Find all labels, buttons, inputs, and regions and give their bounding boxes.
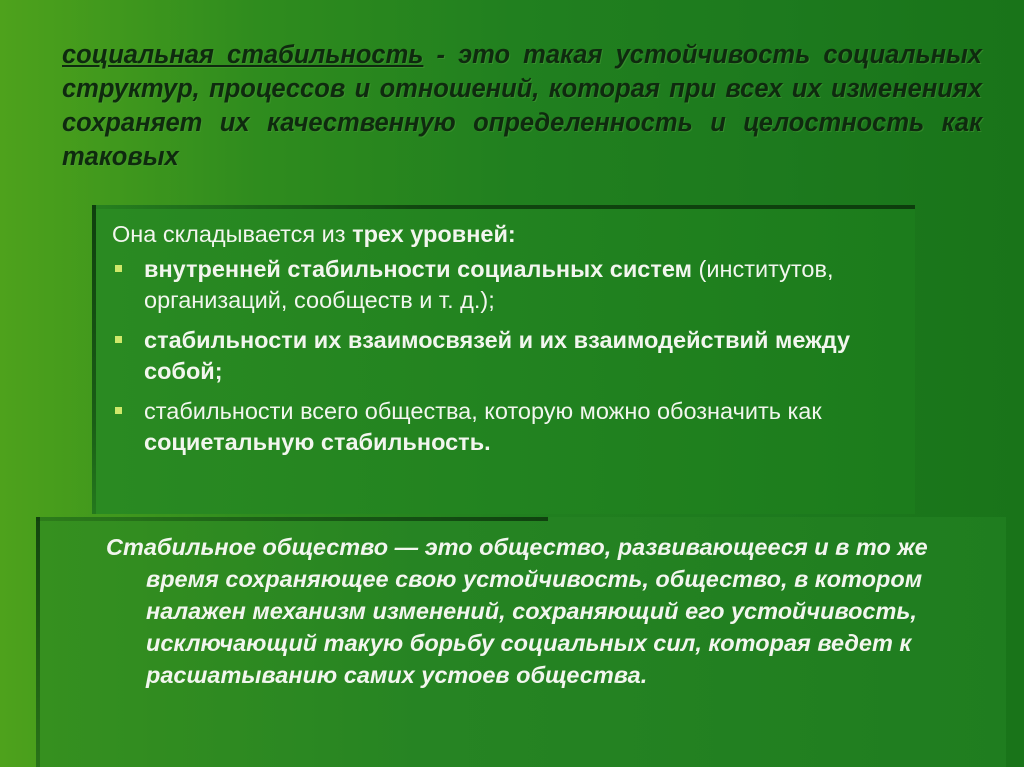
levels-panel — [92, 205, 915, 514]
definition-text: - это такая устойчивость социальных структур, процессов и отношений, которая при всех их изменениях сохраняет их качественную определенность и целостность как таковых — [62, 41, 982, 171]
definition-term: социальная стабильность — [62, 41, 424, 69]
panel-left-shadow — [36, 517, 40, 767]
level-item — [112, 325, 902, 387]
levels-content — [112, 219, 902, 467]
level-item-bold: социетальную стабильность. — [144, 429, 491, 455]
definition-paragraph — [62, 38, 982, 174]
stable-society-panel — [36, 517, 1006, 767]
panel-top-shadow — [36, 517, 548, 521]
level-item-bold: внутренней стабильности социальных систем — [144, 256, 693, 282]
panel-top-shadow — [92, 205, 915, 209]
square-bullet-icon — [115, 336, 122, 343]
panel-left-shadow — [92, 205, 96, 514]
levels-intro — [112, 219, 902, 250]
level-item — [112, 254, 902, 316]
level-item-text: (институтов, организаций, сообществ и т. д.); — [144, 256, 834, 313]
square-bullet-icon — [115, 407, 122, 414]
level-item-text: стабильности всего общества, которую можно обозначить как — [144, 398, 822, 424]
levels-intro-bold: трех уровней: — [352, 221, 516, 247]
level-item — [112, 396, 902, 458]
levels-intro-text: Она складывается из — [112, 221, 353, 247]
level-item-bold: стабильности их взаимосвязей и их взаимодействий между собой; — [144, 327, 851, 384]
square-bullet-icon — [115, 265, 122, 272]
stable-society-text: Стабильное общество — это общество, развивающееся и в то же время сохраняющее свою устойчивость, общество, в котором налажен механизм изменений, сохраняющий его устойчивость, исключающий такую борьбу социальных сил, которая ведет к расшатыванию самих устоев общества. — [106, 534, 928, 688]
